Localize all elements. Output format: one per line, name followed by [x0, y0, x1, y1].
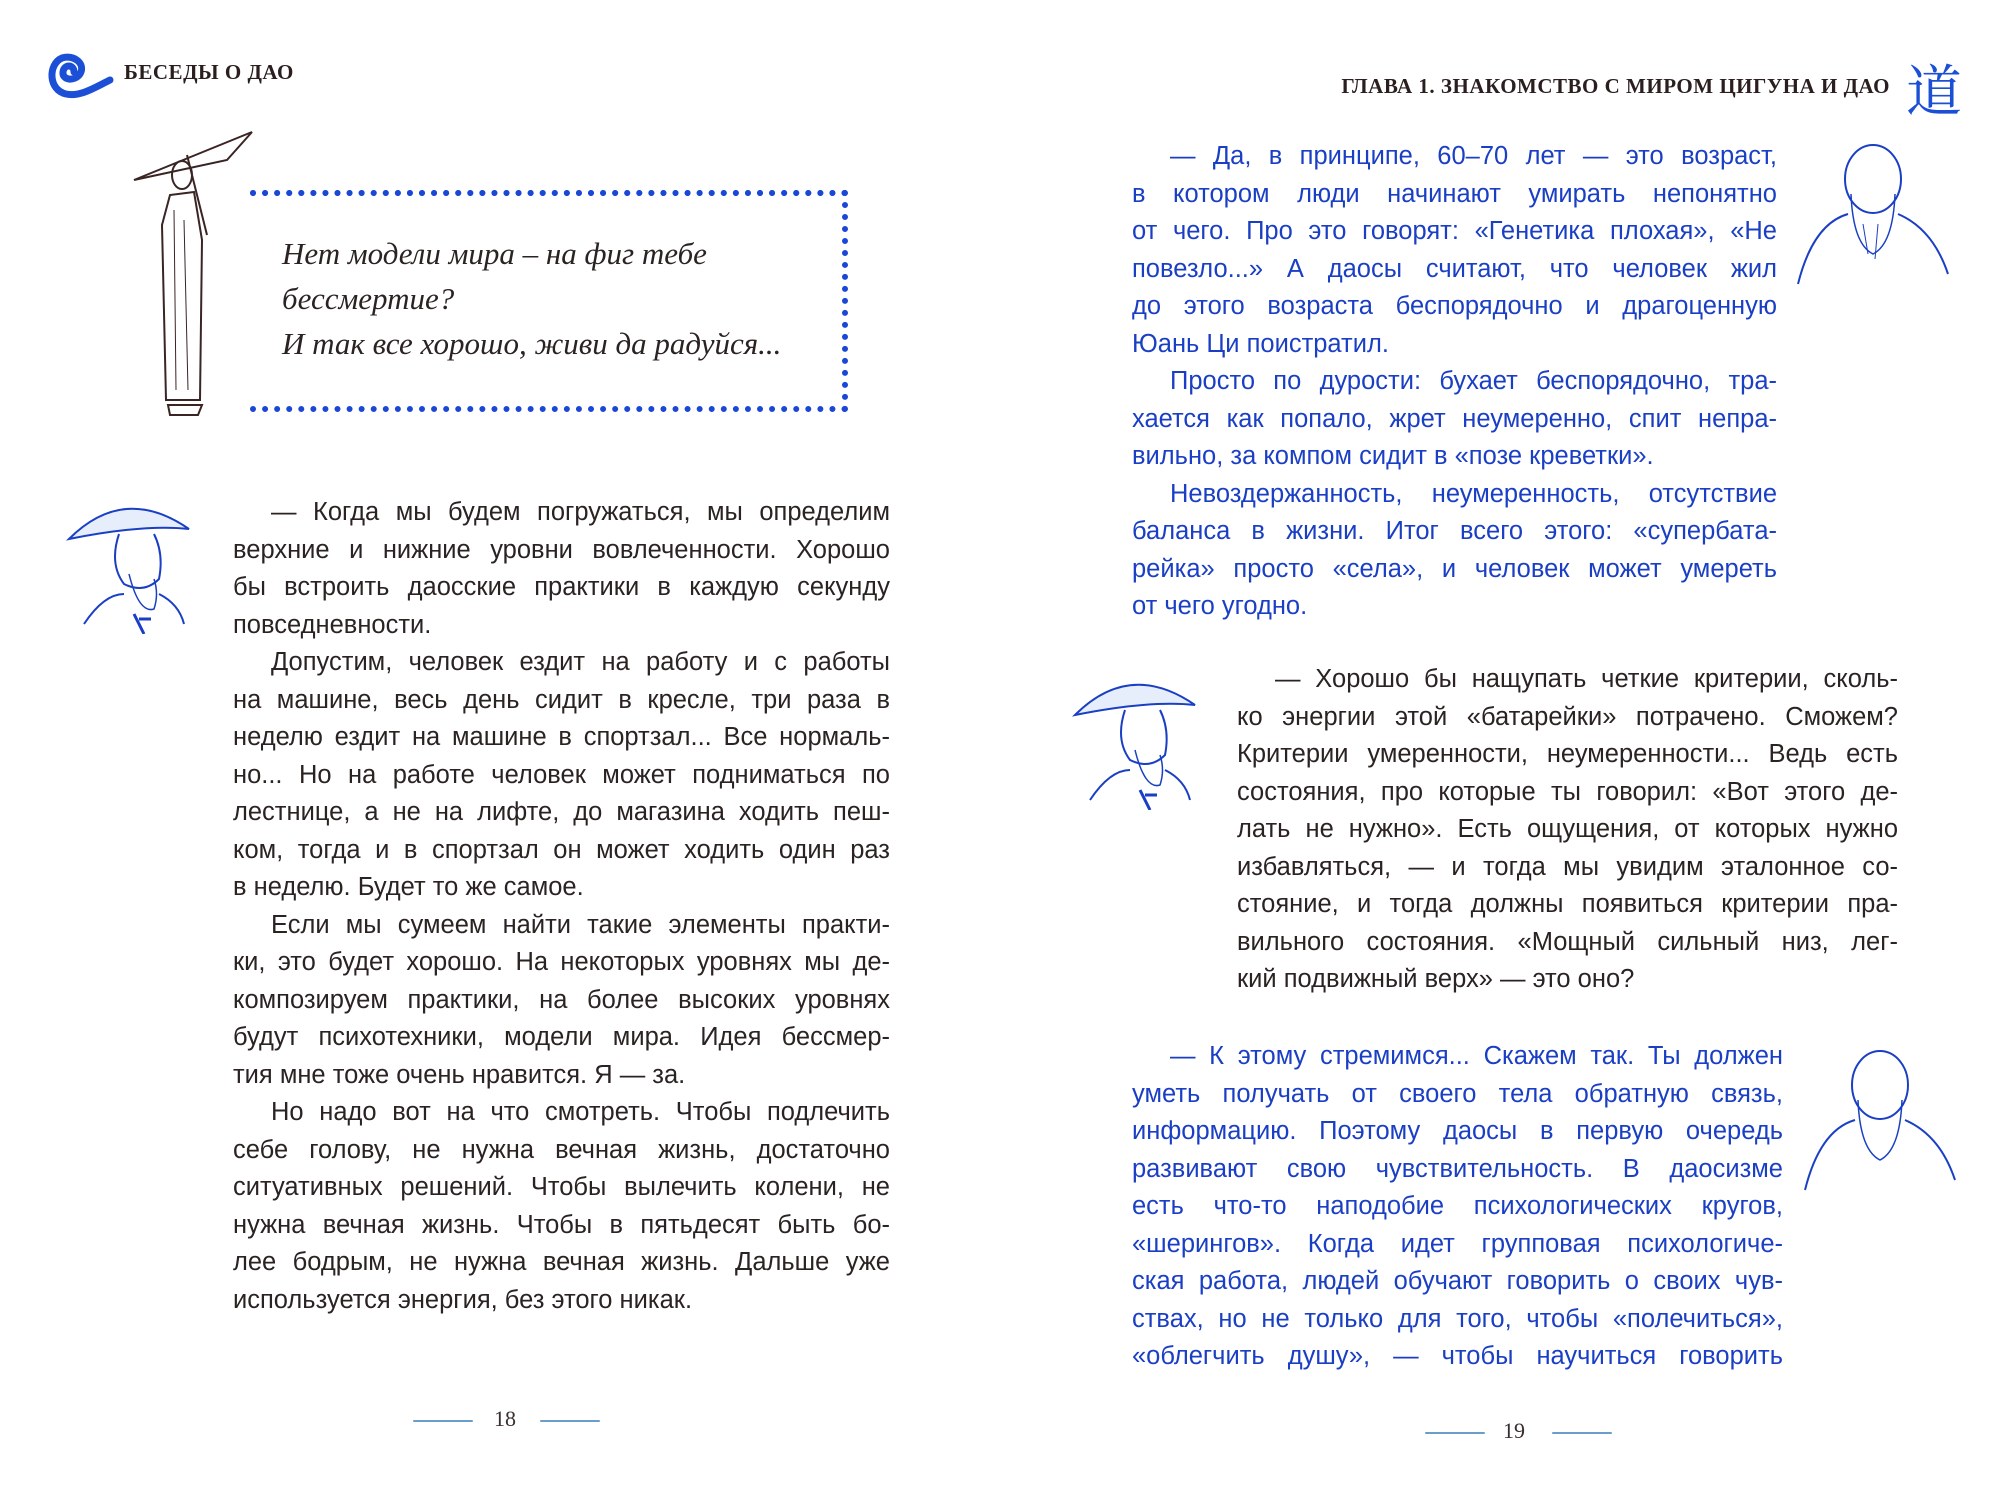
text-line: баланса в жизни. Итог всего этого: «супербата-: [1132, 517, 1777, 545]
text-line: лестнице, а не на лифте, до магазина ходить пеш-: [233, 798, 890, 826]
text-line: ствах, но не только для того, чтобы «полечиться»,: [1132, 1304, 1783, 1333]
text-line: Просто по дурости: бухает беспорядочно, тра-: [1170, 367, 1777, 395]
text-line: стояние, и тогда должны появиться критерии пра-: [1237, 890, 1898, 918]
right-page-question-text: [1237, 661, 1898, 999]
text-line: «облегчить душу», — чтобы научиться говорить: [1132, 1342, 1783, 1370]
text-line: Допустим, человек ездит на работу и с работы: [271, 648, 890, 676]
text-line: ко энергии этой «батарейки» потрачено. Сможем?: [1237, 702, 1898, 731]
quote-line: Нет модели мира – на фиг тебе: [282, 236, 707, 271]
text-line: в неделю. Будет то же самое.: [233, 873, 584, 901]
old-sage-portrait-illustration: [1800, 1040, 1960, 1205]
text-line: себе голову, не нужна вечная жизнь, достаточно: [233, 1135, 890, 1164]
text-line: Юань Ци поистратил.: [1132, 329, 1389, 358]
text-line: композируем практики, на более высоких уровнях: [233, 985, 890, 1014]
text-line: развивают свою чувствительность. В даосизме: [1132, 1154, 1783, 1183]
text-line: Если мы сумеем найти такие элементы практи-: [271, 910, 890, 939]
quote-box: [250, 190, 848, 412]
text-line: будут психотехники, модели мира. Идея бессмер-: [233, 1023, 890, 1051]
text-line: в котором люди начинают умирать непонятно: [1132, 179, 1777, 208]
page-number-right: 19: [1503, 1418, 1525, 1443]
text-line: рейка» просто «села», и человек может умереть: [1132, 554, 1777, 583]
right-page-answer-text-2: [1132, 1038, 1783, 1376]
text-line: вильно, за компом сидит в «позе креветки».: [1132, 442, 1654, 470]
text-line: ская работа, людей обучают говорить о своих чув-: [1132, 1267, 1783, 1295]
text-line: — Когда мы будем погружаться, мы определим: [271, 498, 890, 526]
text-line: — Хорошо бы нащупать четкие критерии, сколь-: [1275, 665, 1898, 693]
text-line: хается как попало, жрет неумеренно, спит непра-: [1132, 404, 1777, 433]
text-line: Критерии умеренности, неумеренности... Ведь есть: [1237, 740, 1898, 768]
text-line: кий подвижный верх» — это оно?: [1237, 965, 1635, 993]
text-line: есть что-то наподобие психологических кругов,: [1132, 1192, 1783, 1220]
page-ornament-left: [1425, 1432, 1485, 1434]
text-line: нужна вечная жизнь. Чтобы в пятьдесят быть бо-: [233, 1210, 890, 1239]
text-line: от чего. Про это говорят: «Генетика плохая», «Не: [1132, 217, 1777, 245]
page-ornament-left: [413, 1420, 473, 1422]
running-header-left: БЕСЕДЫ О ДАО: [124, 60, 294, 84]
text-line: состояния, про которые ты говорил: «Вот этого де-: [1237, 777, 1898, 806]
right-page-answer-text-1: [1132, 138, 1777, 626]
text-line: ком, тогда и в спортзал он может ходить один раз: [233, 835, 890, 864]
quote-box-top-dots: [250, 190, 848, 196]
text-line: уметь получать от своего тела обратную связь,: [1132, 1079, 1783, 1108]
text-line: Но надо вот на что смотреть. Чтобы подлечить: [271, 1098, 890, 1126]
page-ornament-right: [540, 1420, 600, 1422]
monk-with-umbrella-illustration: [132, 130, 257, 425]
text-line: вильного состояния. «Мощный сильный низ, лег-: [1237, 927, 1898, 956]
sage-in-hat-illustration: [64, 484, 194, 639]
text-line: информацию. Поэтому даосы в первую очередь: [1132, 1117, 1783, 1145]
text-line: — Да, в принципе, 60–70 лет — это возраст,: [1170, 142, 1777, 170]
page-ornament-right: [1552, 1432, 1612, 1434]
left-page-body-text: [233, 494, 890, 1319]
sage-in-hat-illustration: [1070, 660, 1200, 815]
text-line: — К этому стремимся... Скажем так. Ты должен: [1170, 1042, 1783, 1070]
running-header-right: ГЛАВА 1. ЗНАКОМСТВО С МИРОМ ЦИГУНА И ДАО: [1341, 74, 1890, 98]
old-sage-portrait-illustration: [1793, 134, 1953, 299]
text-line: тия мне тоже очень нравится. Я — за.: [233, 1060, 686, 1089]
quote-line: И так все хорошо, живи да радуйся...: [282, 326, 782, 361]
text-line: Невоздержанность, неумеренность, отсутствие: [1170, 479, 1777, 508]
text-line: от чего угодно.: [1132, 592, 1308, 620]
text-line: но... Но на работе человек может подниматься по: [233, 760, 890, 789]
text-line: ситуативных решений. Чтобы вылечить колени, не: [233, 1173, 890, 1201]
spiral-logo-icon: [44, 50, 116, 107]
text-line: используется энергия, без этого никак.: [233, 1285, 693, 1314]
quote-line: бессмертие?: [282, 281, 455, 316]
text-line: повезло...» А даосы считают, что человек жил: [1132, 254, 1777, 283]
text-line: повседневности.: [233, 610, 432, 639]
text-line: ки, это будет хорошо. На некоторых уровнях мы де-: [233, 948, 890, 976]
dao-glyph-icon: 道: [1906, 60, 1962, 125]
text-line: бы встроить даосские практики в каждую секунду: [233, 573, 890, 601]
text-line: «шерингов». Когда идет групповая психологиче-: [1132, 1229, 1783, 1258]
text-line: избавляться, — и тогда мы увидим эталонное со-: [1237, 852, 1898, 881]
text-line: до этого возраста беспорядочно и драгоценную: [1132, 292, 1777, 320]
text-line: неделю ездит на машине в спортзал... Все нормаль-: [233, 723, 890, 751]
page-number-left: 18: [494, 1406, 516, 1431]
text-line: лать не нужно». Есть ощущения, от которых нужно: [1237, 815, 1898, 843]
text-line: верхние и нижние уровни вовлеченности. Хорошо: [233, 535, 890, 564]
text-line: на машине, весь день сидит в кресле, три раза в: [233, 685, 890, 714]
text-line: лее бодрым, не нужна вечная жизнь. Дальше уже: [233, 1248, 890, 1276]
quote-text: [282, 231, 781, 366]
